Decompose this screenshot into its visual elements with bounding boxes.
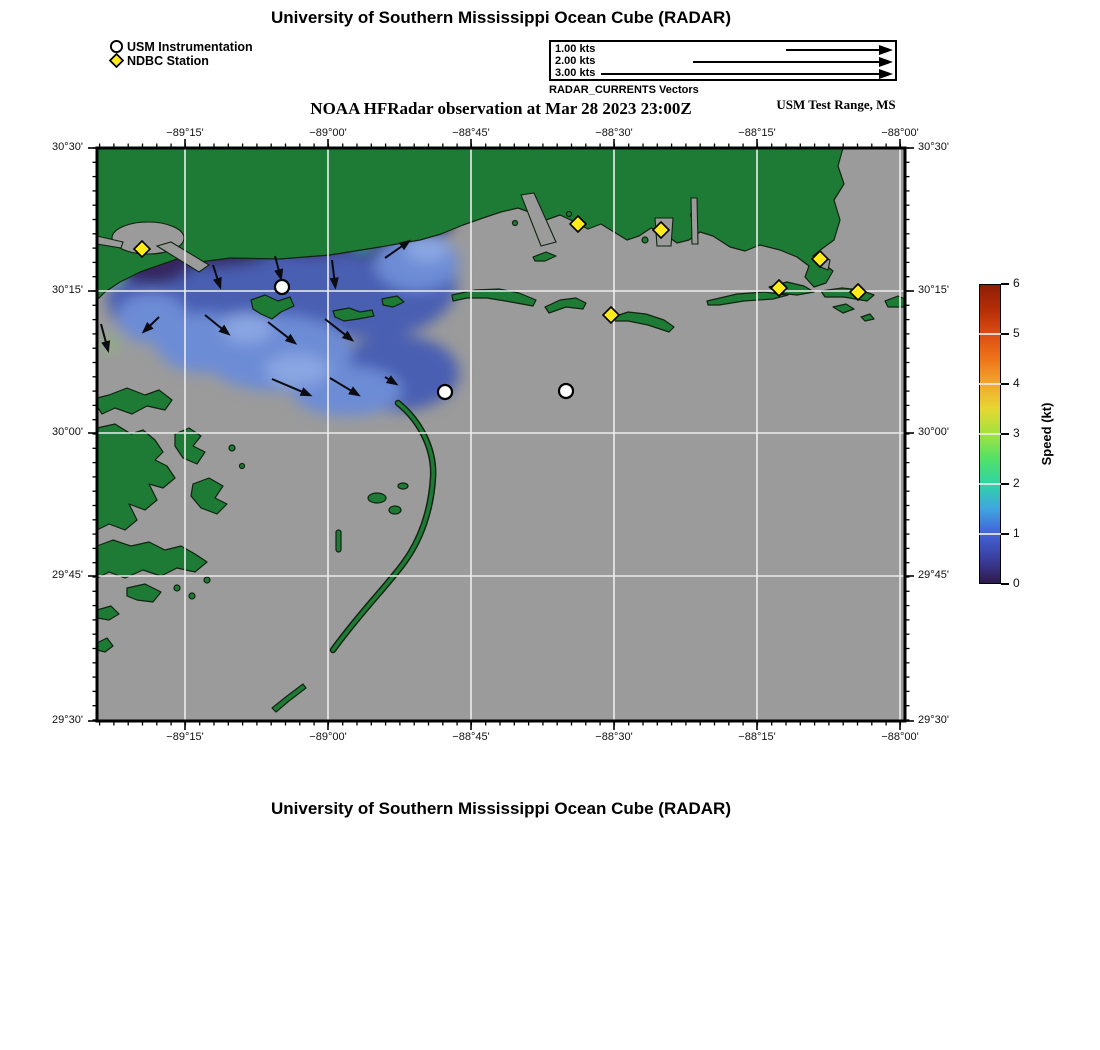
region-label: USM Test Range, MS [776,97,896,112]
vector-scale-arrowhead [879,57,893,67]
vector-scale-caption: RADAR_CURRENTS Vectors [549,84,699,96]
ndbc-diamond-icon [109,53,124,68]
x-tick-label-top: −88°30' [595,127,633,139]
x-tick-label-top: −88°00' [881,127,919,139]
colorbar-tick-label: 3 [1013,426,1020,440]
y-tick-label-right: 30°30' [918,141,949,153]
usm-instrument-marker [275,280,289,294]
usm-instrument-marker [559,384,573,398]
colorbar-tick-label: 4 [1013,376,1020,390]
colorbar-gridline [979,333,1001,334]
legend-usm-label: USM Instrumentation [127,39,253,54]
y-tick-label-right: 30°00' [918,426,949,438]
colorbar-gridline [979,483,1001,484]
vector-scale-label: 1.00 kts [555,43,596,55]
y-tick-label-left: 30°00' [52,426,83,438]
vector-scale-arrowhead [879,69,893,79]
y-tick-label-left: 30°15' [52,284,83,296]
vector-scale-label: 2.00 kts [555,55,596,67]
colorbar-tick-label: 6 [1013,276,1020,290]
colorbar-tick [1001,333,1009,335]
colorbar-tick-label: 5 [1013,326,1020,340]
y-tick-label-left: 30°30' [52,141,83,153]
legend-usm-instrumentation [109,39,253,54]
legend-ndbc-station [109,53,209,68]
x-tick-label-bottom: −88°15' [738,731,776,743]
colorbar-tick-label: 1 [1013,526,1020,540]
x-tick-label-bottom: −88°30' [595,731,633,743]
x-tick-label-bottom: −89°00' [309,731,347,743]
colorbar-tick [1001,383,1009,385]
y-tick-label-left: 29°30' [52,714,83,726]
colorbar-tick [1001,583,1009,585]
y-tick-label-right: 29°45' [918,569,949,581]
colorbar-tick-label: 0 [1013,576,1020,590]
x-tick-label-bottom: −88°45' [452,731,490,743]
x-tick-label-top: −88°15' [738,127,776,139]
colorbar-tick-label: 2 [1013,476,1020,490]
x-tick-label-top: −88°45' [452,127,490,139]
x-tick-label-bottom: −89°15' [166,731,204,743]
legend-ndbc-label: NDBC Station [127,53,209,68]
vector-scale-arrowhead [879,45,893,55]
top-title: University of Southern Mississippi Ocean Cube (RADAR) [270,8,731,27]
y-tick-label-right: 29°30' [918,714,949,726]
usm-instrument-marker [438,385,452,399]
vector-scale-line [786,49,883,50]
usm-circle-icon [109,39,124,54]
colorbar-title: Speed (kt) [1039,402,1054,466]
colorbar-tick [1001,483,1009,485]
x-tick-label-top: −89°00' [309,127,347,139]
vector-scale-label: 3.00 kts [555,67,596,79]
x-tick-label-bottom: −88°00' [881,731,919,743]
observation-subtitle: NOAA HFRadar observation at Mar 28 2023 23:00Z [310,99,692,118]
vector-scale-line [601,73,883,74]
y-tick-label-left: 29°45' [52,569,83,581]
colorbar-gridline [979,433,1001,434]
x-tick-label-top: −89°15' [166,127,204,139]
map-plot-area [97,148,905,721]
colorbar-tick [1001,433,1009,435]
bottom-title: University of Southern Mississippi Ocean Cube (RADAR) [270,799,731,818]
colorbar-gridline [979,383,1001,384]
colorbar-tick [1001,283,1009,285]
colorbar-tick [1001,533,1009,535]
vector-scale-line [693,61,883,62]
vector-scale-box [549,40,897,81]
colorbar-gridline [979,533,1001,534]
y-tick-label-right: 30°15' [918,284,949,296]
